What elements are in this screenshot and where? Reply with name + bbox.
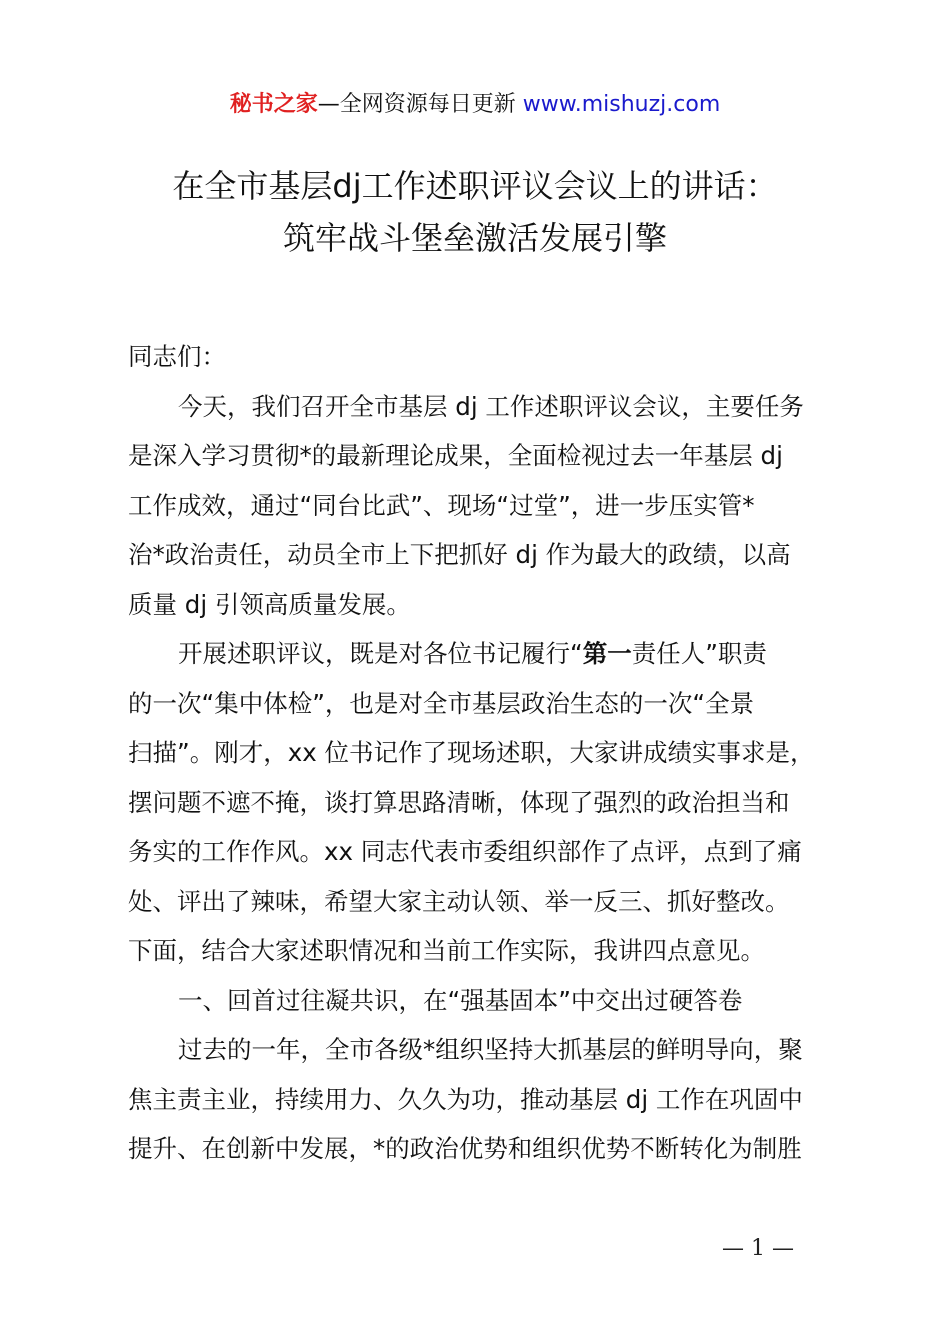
paragraph-1-line: 治*政治责任，动员全市上下把抓好 dj 作为最大的政绩，以高 [128, 540, 791, 569]
document-title [0, 160, 950, 264]
paragraph-2-line: 的一次“集中体检”，也是对全市基层政治生态的一次“全景 [128, 688, 755, 718]
document-body [128, 332, 840, 1174]
paragraph-1-line: 质量 dj 引领高质量发展。 [128, 589, 411, 619]
text-span: 责任人”职责 [631, 639, 767, 668]
banner-url-link[interactable]: www.mishuzj.com [522, 92, 721, 117]
salutation: 同志们： [128, 342, 226, 371]
paragraph-1-line: 今天，我们召开全市基层 dj 工作述职评议会议，主要任务 [178, 391, 804, 421]
title-line-1: 在全市基层dj工作述职评议会议上的讲话： [172, 167, 778, 205]
site-banner [0, 88, 950, 122]
paragraph-3-line: 焦主责主业，持续用力、久久为功，推动基层 dj 工作在巩固中 [128, 1084, 803, 1114]
paragraph-2-line: 摆问题不遮不掩，谈打算思路清晰，体现了强烈的政治担当和 [128, 787, 790, 817]
paragraph-3-line: 提升、在创新中发展，*的政治优势和组织优势不断转化为制胜 [128, 1134, 802, 1163]
text-span: 开展述职评议，既是对各位书记履行“ [178, 639, 583, 668]
paragraph-3-line: 过去的一年，全市各级*组织坚持大抓基层的鲜明导向，聚 [178, 1035, 803, 1064]
banner-slogan: —全网资源每日更新 [317, 92, 516, 117]
paragraph-2-line: 扫描”。刚才，xx 位书记作了现场述职，大家讲成绩实事求是， [128, 738, 815, 767]
paragraph-2-line: 处、评出了辣味，希望大家主动认领、举一反三、抓好整改。 [128, 886, 790, 916]
page-number: — 1 — [722, 1236, 794, 1261]
title-line-2: 筑牢战斗堡垒激活发展引擎 [282, 219, 667, 257]
banner-brand: 秘书之家 [229, 92, 318, 117]
paragraph-2-line: 务实的工作作风。xx 同志代表市委组织部作了点评，点到了痛 [128, 837, 802, 866]
paragraph-1-line: 是深入学习贯彻*的最新理论成果，全面检视过去一年基层 dj [128, 441, 783, 470]
paragraph-2-line: 下面，结合大家述职情况和当前工作实际，我讲四点意见。 [128, 936, 765, 965]
paragraph-1-line: 工作成效，通过“同台比武”、现场“过堂”，进一步压实管* [128, 490, 755, 520]
paragraph-2-line [128, 629, 840, 679]
bold-emphasis: 第一 [582, 639, 632, 668]
section-heading-1: 一、回首过往凝共识，在“强基固本”中交出过硬答卷 [178, 985, 743, 1015]
